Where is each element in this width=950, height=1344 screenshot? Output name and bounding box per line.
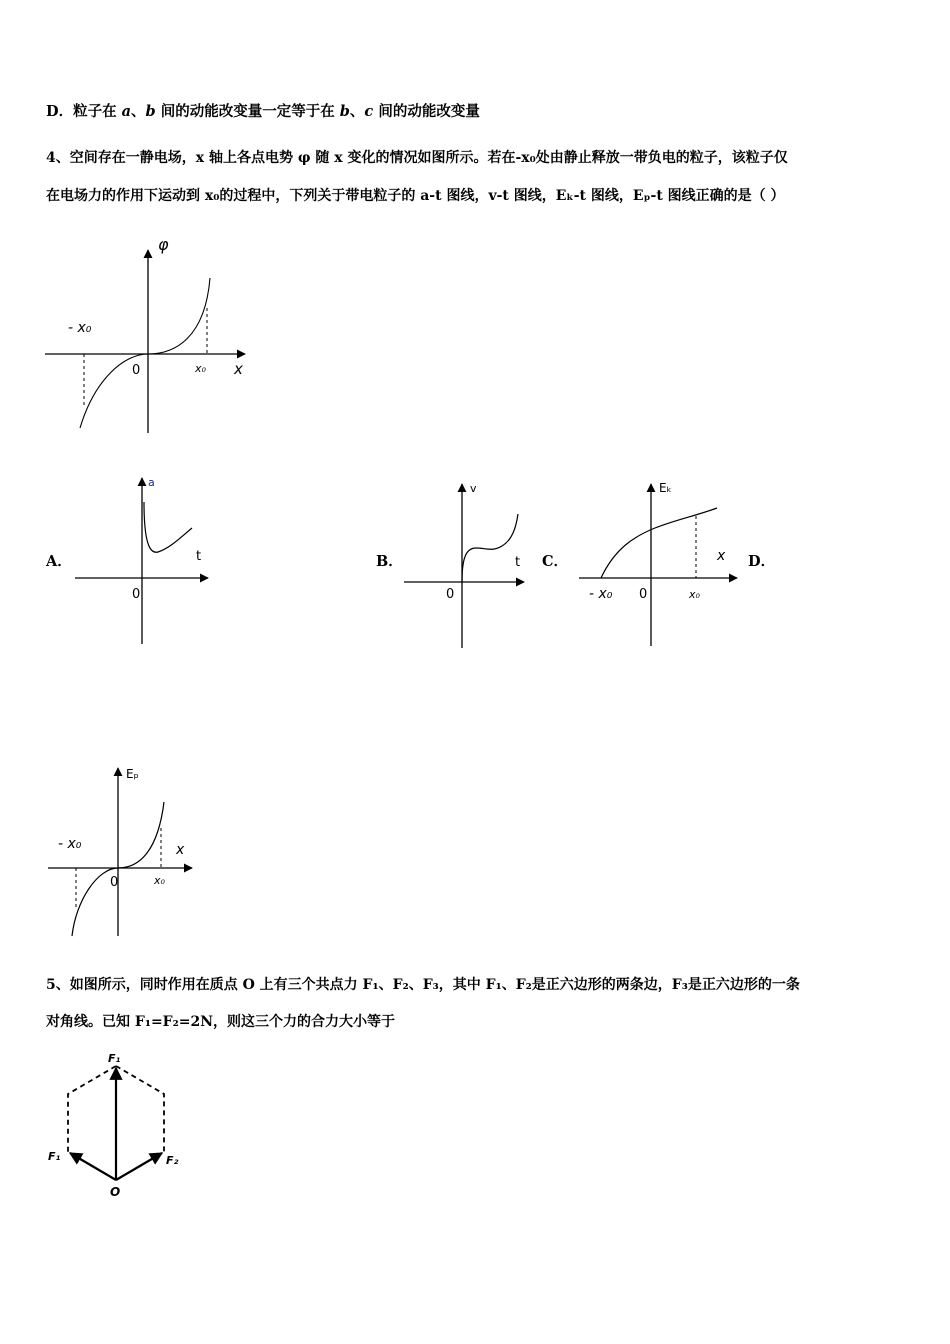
f-right-label: F₂ <box>166 1154 179 1167</box>
prev-option-d-b2: b <box>339 103 350 120</box>
c-neg-label: - x₀ <box>589 586 613 602</box>
prev-option-d-sep1: 、 <box>131 103 146 120</box>
f-top-label: F₁ <box>108 1052 121 1065</box>
c-curve <box>601 508 717 578</box>
option-a-graph[interactable] <box>70 472 215 652</box>
phi-origin: 0 <box>132 363 141 378</box>
phi-x-label: x <box>234 360 243 378</box>
f-left-arrow <box>70 1153 116 1180</box>
prev-option-d <box>46 102 480 122</box>
origin-o-label: O <box>110 1185 121 1199</box>
a-curve <box>144 502 192 552</box>
prev-option-d-b: b <box>145 103 156 120</box>
d-y-label: Eₚ <box>126 767 139 781</box>
b-origin: 0 <box>446 587 455 602</box>
option-a-letter[interactable]: A． <box>46 553 72 570</box>
q5-hexagon-figure <box>44 1046 194 1206</box>
d-origin: 0 <box>110 875 119 890</box>
d-pos-label: x₀ <box>154 874 165 887</box>
option-c-letter[interactable]: C． <box>542 553 569 570</box>
c-pos-label: x₀ <box>689 588 700 601</box>
c-x-label: x <box>717 548 726 564</box>
q4-line2: 在电场力的作用下运动到 x₀的过程中，下列关于带电粒子的 a-t 图线，v-t 图线，Eₖ-t 图线，Eₚ-t 图线正确的是（ ） <box>46 188 785 204</box>
option-c-graph[interactable] <box>575 478 745 650</box>
q5-line2: 对角线。已知 F₁=F₂=2N，则这三个力的合力大小等于 <box>46 1014 396 1030</box>
b-x-label: t <box>515 555 521 570</box>
d-x-label: x <box>176 842 185 858</box>
f-right-arrow <box>116 1153 162 1180</box>
b-curve <box>462 514 521 582</box>
option-d-graph[interactable] <box>40 760 200 942</box>
b-y-label: v <box>470 482 477 495</box>
a-y-label: a <box>148 476 155 489</box>
prev-option-d-sep2: 、 <box>349 103 365 120</box>
c-origin: 0 <box>639 587 648 602</box>
prev-option-d-a: a <box>121 103 132 120</box>
q5-line1: 5、如图所示，同时作用在质点 O 上有三个共点力 F₁、F₂、F₃，其中 F₁、F₂是正六边形的两条边，F₃是正六边形的一条 <box>46 977 800 993</box>
phi-y-label: φ <box>158 235 169 254</box>
phi-curve <box>80 278 210 428</box>
option-b-letter[interactable]: B． <box>376 553 403 570</box>
c-y-label: Eₖ <box>659 481 672 495</box>
phi-pos-label: x₀ <box>195 362 206 375</box>
d-neg-label: - x₀ <box>58 836 82 852</box>
prev-option-d-suffix: 间的动能改变量 <box>373 103 480 120</box>
prev-option-d-mid: 间的动能改变量一定等于在 <box>155 103 340 120</box>
q4-line1: 4、空间存在一静电场，x 轴上各点电势 φ 随 x 变化的情况如图所示。若在-x₀处由静止释放一带负电的粒子，该粒子仅 <box>46 150 788 166</box>
option-b-graph[interactable] <box>400 478 535 653</box>
q4-phi-graph <box>40 228 260 438</box>
phi-neg-label: - x₀ <box>68 320 92 336</box>
a-origin: 0 <box>132 587 141 602</box>
a-x-label: t <box>196 549 202 564</box>
f-left-label: F₁ <box>48 1150 61 1163</box>
option-d-letter[interactable]: D． <box>748 553 776 570</box>
prev-option-d-prefix: D．粒子在 <box>46 103 122 120</box>
prev-option-d-c: c <box>364 103 374 120</box>
